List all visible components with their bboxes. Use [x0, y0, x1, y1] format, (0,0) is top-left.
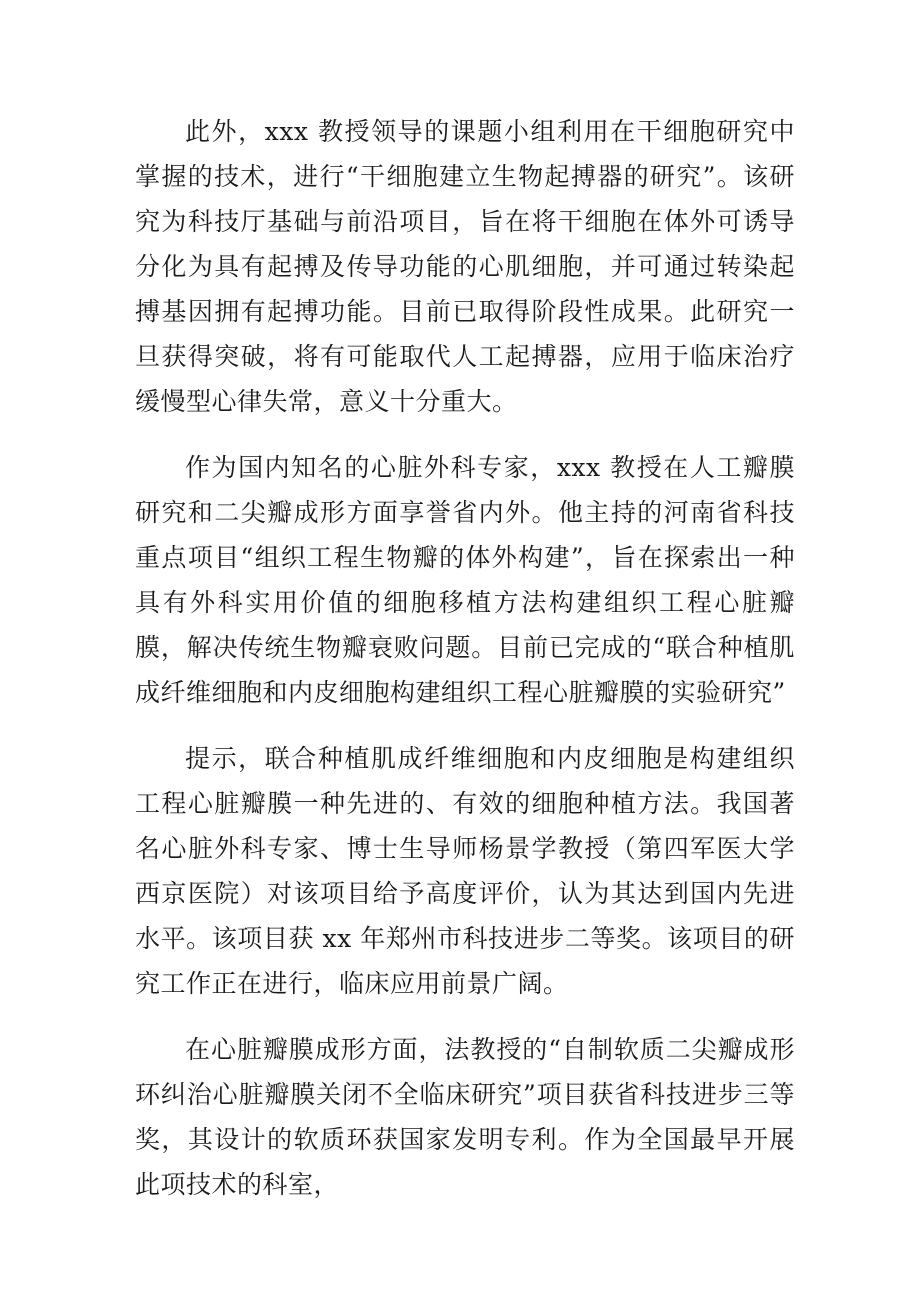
paragraph-cell-seeding-method: 提示，联合种植肌成纤维细胞和内皮细胞是构建组织工程心脏瓣膜一种先进的、有效的细胞种植方法。我国著名心脏外科专家、博士生导师杨景学教授（第四军医大学西京医院）对该项目给予高度评价，认为其达到国内先进水平。该项目获 xx 年郑州市科技进步二等奖。该项目的研究工作正在进行，临床应用前景广阔。 — [135, 744, 795, 998]
paragraph-heart-valve-research: 作为国内知名的心脏外科专家，xxx 教授在人工瓣膜研究和二尖瓣成形方面享誉省内外。他主持的河南省科技重点项目“组织工程生物瓣的体外构建”，旨在探索出一种具有外科实用价值的细胞移植方法构建组织工程心脏瓣膜，解决传统生物瓣衰败问题。目前已完成的“联合种植肌成纤维细胞和内皮细胞构建组织工程心脏瓣膜的实验研究” — [135, 453, 795, 707]
paragraph-stem-cell-pacemaker: 此外，xxx 教授领导的课题小组利用在干细胞研究中掌握的技术，进行“干细胞建立生物起搏器的研究”。该研究为科技厅基础与前沿项目，旨在将干细胞在体外可诱导分化为具有起搏及传导功能的心肌细胞，并可通过转染起搏基因拥有起搏功能。目前已取得阶段性成果。此研究一旦获得突破，将有可能取代人工起搏器，应用于临床治疗缓慢型心律失常，意义十分重大。 — [135, 117, 795, 416]
paragraph-valve-repair-ring: 在心脏瓣膜成形方面，法教授的“自制软质二尖瓣成形环纠治心脏瓣膜关闭不全临床研究”项目获省科技进步三等奖，其设计的软质环获国家发明专利。作为全国最早开展此项技术的科室， — [135, 1035, 795, 1199]
document-body — [135, 109, 795, 1228]
